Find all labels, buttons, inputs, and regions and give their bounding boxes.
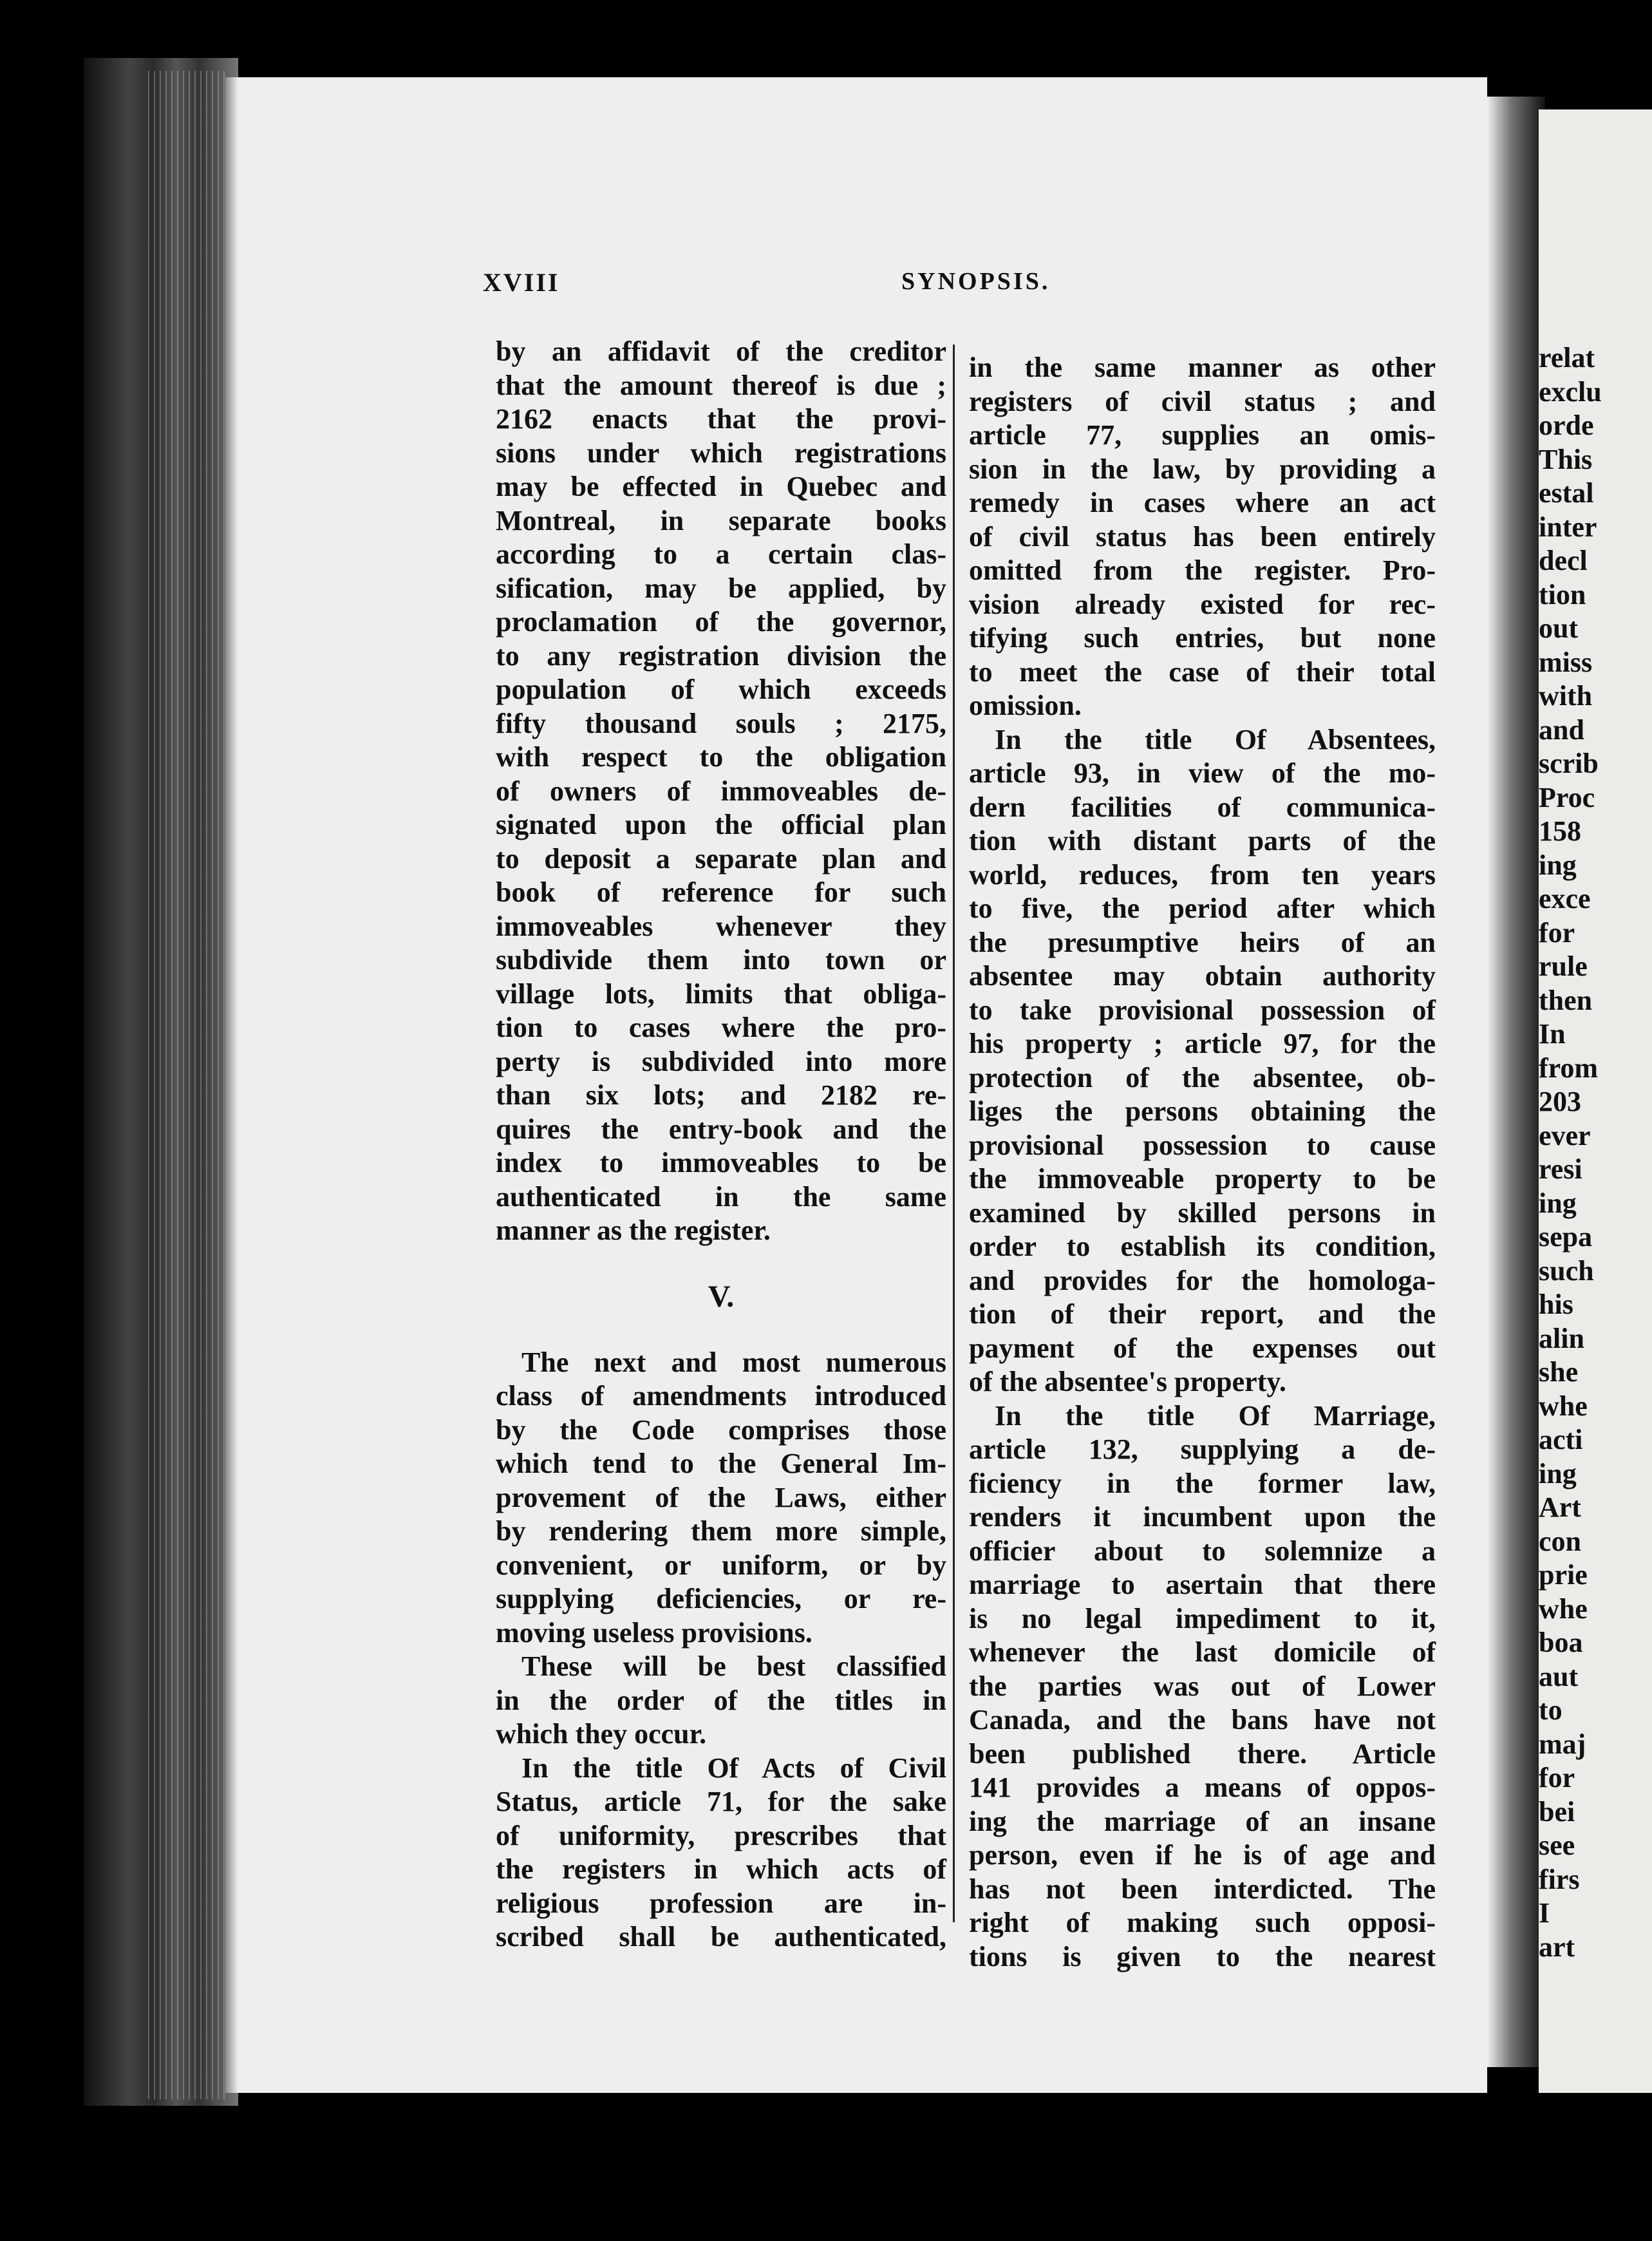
page-shadow xyxy=(225,77,238,2093)
left-column xyxy=(496,335,946,1954)
facing-page-text: miss xyxy=(1539,646,1593,678)
text-line: Montreal, in separate books xyxy=(496,504,946,536)
text-line: religious profession are in- xyxy=(496,1887,946,1919)
text-line: of the absentee's property. xyxy=(969,1366,1286,1397)
text-line: Canada, and the bans have not xyxy=(969,1704,1436,1735)
text-line: is no legal impediment to it, xyxy=(969,1602,1436,1634)
text-line: convenient, or uniform, or by xyxy=(496,1549,946,1581)
book-gutter xyxy=(1487,97,1545,2067)
facing-page-text: exce xyxy=(1539,883,1591,914)
facing-page-text: art xyxy=(1539,1931,1575,1963)
facing-page-text: from xyxy=(1539,1052,1599,1084)
facing-page-text: con xyxy=(1539,1525,1581,1557)
text-line: sions under which registrations xyxy=(496,437,946,469)
running-head: SYNOPSIS. xyxy=(901,268,1051,295)
page-number: XVIII xyxy=(483,268,560,297)
text-line: 141 provides a means of oppos- xyxy=(969,1772,1436,1803)
text-line: examined by skilled persons in xyxy=(969,1196,1436,1229)
text-line: the immoveable property to be xyxy=(969,1163,1436,1195)
text-line: tion with distant parts of the xyxy=(969,825,1436,856)
text-line: renders it incumbent upon the xyxy=(969,1501,1436,1533)
text-line: fifty thousand souls ; 2175, xyxy=(496,707,946,739)
text-line: Status, article 71, for the sake xyxy=(496,1786,946,1817)
text-line: immoveables whenever they xyxy=(496,910,946,942)
facing-page-text: with xyxy=(1539,680,1593,712)
facing-page-text: whe xyxy=(1539,1593,1588,1625)
text-line: the presumptive heirs of an xyxy=(969,926,1436,958)
text-line: in the same manner as other xyxy=(969,352,1436,383)
facing-page-text: rule xyxy=(1539,950,1588,982)
text-line: may be effected in Quebec and xyxy=(496,471,946,502)
text-line: perty is subdivided into more xyxy=(496,1045,946,1077)
text-line: provement of the Laws, either xyxy=(496,1481,946,1513)
text-line: whenever the last domicile of xyxy=(969,1636,1436,1668)
facing-page-text: 158 xyxy=(1539,815,1581,847)
text-line: 2162 enacts that the provi- xyxy=(496,403,946,435)
text-line: person, even if he is of age and xyxy=(969,1839,1436,1871)
text-line: In the title Of Marriage, xyxy=(995,1399,1436,1432)
facing-page-text: to xyxy=(1539,1694,1563,1726)
facing-page-text: decl xyxy=(1539,545,1588,576)
facing-page-text: alin xyxy=(1539,1322,1584,1354)
facing-page-text: ing xyxy=(1539,1187,1577,1219)
text-line: to five, the period after which xyxy=(969,893,1436,924)
text-line: world, reduces, from ten years xyxy=(969,858,1436,891)
text-line: moving useless provisions. xyxy=(496,1616,812,1649)
facing-page-text: out xyxy=(1539,612,1579,644)
facing-page-text: prie xyxy=(1539,1559,1588,1591)
facing-page-text: bei xyxy=(1539,1795,1575,1828)
text-line: been published there. Article xyxy=(969,1737,1436,1770)
facing-page-text: she xyxy=(1539,1356,1579,1388)
text-line: In the title Of Absentees, xyxy=(995,723,1436,755)
text-line: according to a certain clas- xyxy=(496,538,946,570)
facing-page-text: This xyxy=(1539,443,1593,475)
text-line: The next and most numerous xyxy=(521,1346,946,1378)
text-line: In the title Of Acts of Civil xyxy=(521,1752,946,1784)
facing-page-text: whe xyxy=(1539,1390,1588,1422)
facing-page-text: relat xyxy=(1539,342,1595,374)
facing-page-text: resi xyxy=(1539,1153,1582,1185)
text-line: with respect to the obligation xyxy=(496,741,946,773)
facing-page-text: tion xyxy=(1539,578,1586,610)
facing-page-text: maj xyxy=(1539,1728,1586,1760)
text-line: dern facilities of communica- xyxy=(969,791,1436,823)
text-line: of civil status has been entirely xyxy=(969,520,1436,553)
text-line: population of which exceeds xyxy=(496,674,946,705)
text-line: class of amendments introduced xyxy=(496,1380,946,1412)
column-rule xyxy=(953,345,955,1922)
right-column xyxy=(969,351,1436,1974)
facing-page-text: firs xyxy=(1539,1863,1580,1895)
section-numeral: V. xyxy=(708,1279,735,1314)
text-line: of uniformity, prescribes that xyxy=(496,1819,946,1851)
text-line: scribed shall be authenticated, xyxy=(496,1921,946,1953)
text-line: which they occur. xyxy=(496,1718,707,1750)
facing-page-text: inter xyxy=(1539,511,1597,543)
facing-page-text: and xyxy=(1539,714,1584,746)
text-line: of owners of immoveables de- xyxy=(496,775,946,807)
text-line: village lots, limits that obliga- xyxy=(496,978,946,1010)
text-line: which tend to the General Im- xyxy=(496,1448,946,1479)
text-line: has not been interdicted. The xyxy=(969,1873,1436,1905)
text-line: manner as the register. xyxy=(496,1215,771,1246)
book-page-edge-lines xyxy=(148,71,225,2099)
facing-page-text: sepa xyxy=(1539,1221,1593,1253)
text-line: the registers in which acts of xyxy=(496,1853,946,1885)
text-line: marriage to asertain that there xyxy=(969,1569,1436,1600)
text-line: vision already existed for rec- xyxy=(969,588,1436,620)
facing-page-text: see xyxy=(1539,1830,1575,1861)
text-line: authenticated in the same xyxy=(496,1180,946,1213)
facing-page-text: for xyxy=(1539,1762,1575,1793)
text-line: liges the persons obtaining the xyxy=(969,1095,1436,1127)
facing-page-text: exclu xyxy=(1539,375,1602,408)
text-line: sification, may be applied, by xyxy=(496,572,946,604)
text-line: by an affidavit of the creditor xyxy=(496,336,946,367)
text-line: omission. xyxy=(969,690,1082,721)
text-line: than six lots; and 2182 re- xyxy=(496,1079,946,1111)
text-line: absentee may obtain authority xyxy=(969,960,1436,992)
text-line: order to establish its condition, xyxy=(969,1231,1436,1262)
text-line: officier about to solemnize a xyxy=(969,1535,1436,1567)
text-line: tion of their report, and the xyxy=(969,1298,1436,1330)
facing-page-text: his xyxy=(1539,1289,1573,1320)
text-line: sion in the law, by providing a xyxy=(969,453,1436,485)
text-line: tifying such entries, but none xyxy=(969,622,1436,654)
text-line: article 77, supplies an omis- xyxy=(969,419,1436,451)
facing-page-text: aut xyxy=(1539,1660,1579,1692)
facing-page-text: scrib xyxy=(1539,748,1599,779)
text-line: provisional possession to cause xyxy=(969,1129,1436,1161)
facing-page-text: acti xyxy=(1539,1424,1583,1455)
text-line: his property ; article 97, for the xyxy=(969,1028,1436,1059)
text-line: signated upon the official plan xyxy=(496,809,946,840)
text-line: proclamation of the governor, xyxy=(496,606,946,638)
text-line: registers of civil status ; and xyxy=(969,385,1436,417)
text-line: article 132, supplying a de- xyxy=(969,1433,1436,1465)
facing-page-text: orde xyxy=(1539,410,1594,441)
facing-page-text: such xyxy=(1539,1254,1594,1287)
facing-page-text: estal xyxy=(1539,477,1594,509)
facing-page-text: I xyxy=(1539,1897,1550,1929)
facing-page-text: boa xyxy=(1539,1627,1583,1658)
text-line: These will be best classified xyxy=(521,1650,946,1682)
text-line: subdivide them into town or xyxy=(496,944,946,976)
text-line: to take provisional possession of xyxy=(969,994,1436,1026)
text-line: in the order of the titles in xyxy=(496,1684,946,1716)
text-line: quires the entry-book and the xyxy=(496,1113,946,1145)
facing-page-text: for xyxy=(1539,916,1575,949)
text-line: tions is given to the nearest xyxy=(969,1940,1436,1972)
facing-page-text: ing xyxy=(1539,1457,1577,1489)
text-line: ing the marriage of an insane xyxy=(969,1805,1436,1837)
text-line: tion to cases where the pro- xyxy=(496,1012,946,1043)
text-line: right of making such opposi- xyxy=(969,1907,1436,1938)
text-line: to deposit a separate plan and xyxy=(496,842,946,875)
facing-page-fragment xyxy=(1539,109,1652,2093)
text-line: payment of the expenses out xyxy=(969,1332,1436,1364)
text-line: remedy in cases where an act xyxy=(969,487,1436,518)
facing-page-text: ever xyxy=(1539,1119,1591,1151)
text-line: to any registration division the xyxy=(496,639,946,672)
text-line: article 93, in view of the mo- xyxy=(969,757,1436,789)
text-line: the parties was out of Lower xyxy=(969,1670,1436,1702)
text-line: and provides for the homologa- xyxy=(969,1264,1436,1296)
facing-page-text: 203 xyxy=(1539,1086,1581,1117)
text-line: that the amount thereof is due ; xyxy=(496,369,946,401)
text-line: by rendering them more simple, xyxy=(496,1515,946,1547)
facing-page-text: Proc xyxy=(1539,781,1595,813)
facing-page-text: In xyxy=(1539,1018,1566,1050)
page-header xyxy=(483,267,1449,306)
text-line: protection of the absentee, ob- xyxy=(969,1061,1436,1093)
text-line: index to immoveables to be xyxy=(496,1147,946,1178)
facing-page-text: Art xyxy=(1539,1491,1581,1523)
text-line: omitted from the register. Pro- xyxy=(969,554,1436,586)
facing-page-text: ing xyxy=(1539,849,1577,881)
text-line: by the Code comprises those xyxy=(496,1414,946,1446)
text-line: to meet the case of their total xyxy=(969,656,1436,688)
text-line: book of reference for such xyxy=(496,876,946,908)
text-line: supplying deficiencies, or re- xyxy=(496,1583,946,1614)
facing-page-text: then xyxy=(1539,984,1593,1016)
text-line: ficiency in the former law, xyxy=(969,1467,1436,1499)
